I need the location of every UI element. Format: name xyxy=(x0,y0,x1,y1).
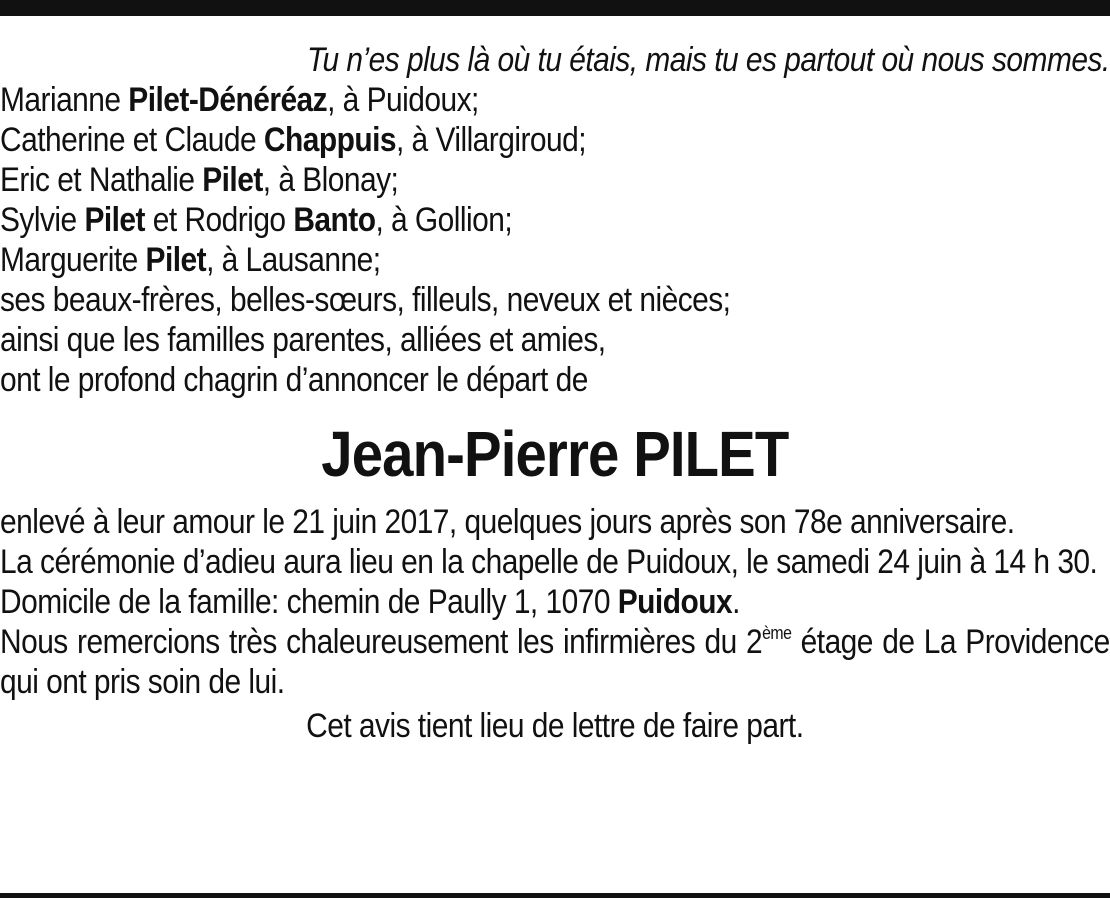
family-line: Catherine et Claude Chappuis, à Villargiroud; xyxy=(0,121,587,159)
families-line: ainsi que les familles parentes, alliées et amies, xyxy=(0,321,606,359)
death-paragraph: enlevé à leur amour le 21 juin 2017, quelques jours après son 78e anniversaire. xyxy=(0,503,1015,541)
family-line: Sylvie Pilet et Rodrigo Banto, à Gollion; xyxy=(0,201,513,239)
epigraph: Tu n’es plus là où tu étais, mais tu es partout où nous sommes. xyxy=(306,41,1110,79)
obituary-notice xyxy=(0,40,1110,746)
family-line: Marguerite Pilet, à Lausanne; xyxy=(0,241,381,279)
family-line: Eric et Nathalie Pilet, à Blonay; xyxy=(0,161,399,199)
bottom-rule xyxy=(0,893,1110,898)
closing-line: Cet avis tient lieu de lettre de faire part. xyxy=(306,707,804,745)
ceremony-paragraph: La cérémonie d’adieu aura lieu en la chapelle de Puidoux, le samedi 24 juin à 14 h 30. xyxy=(0,543,1098,581)
thanks-paragraph: Nous remercions très chaleureusement les infirmières du 2ème étage de La Providence qui ont pris soin de lui. xyxy=(0,623,1110,701)
announcement-line: ont le profond chagrin d’annoncer le départ de xyxy=(0,361,588,399)
family-line: Marianne Pilet-Dénéréaz, à Puidoux; xyxy=(0,81,479,119)
top-rule xyxy=(0,0,1110,16)
deceased-name: Jean-Pierre PILET xyxy=(321,418,789,490)
relatives-line: ses beaux-frères, belles-sœurs, filleuls, neveux et nièces; xyxy=(0,281,731,319)
family-list xyxy=(0,80,1110,400)
domicile-line: Domicile de la famille: chemin de Paully 1, 1070 Puidoux. xyxy=(0,583,740,621)
